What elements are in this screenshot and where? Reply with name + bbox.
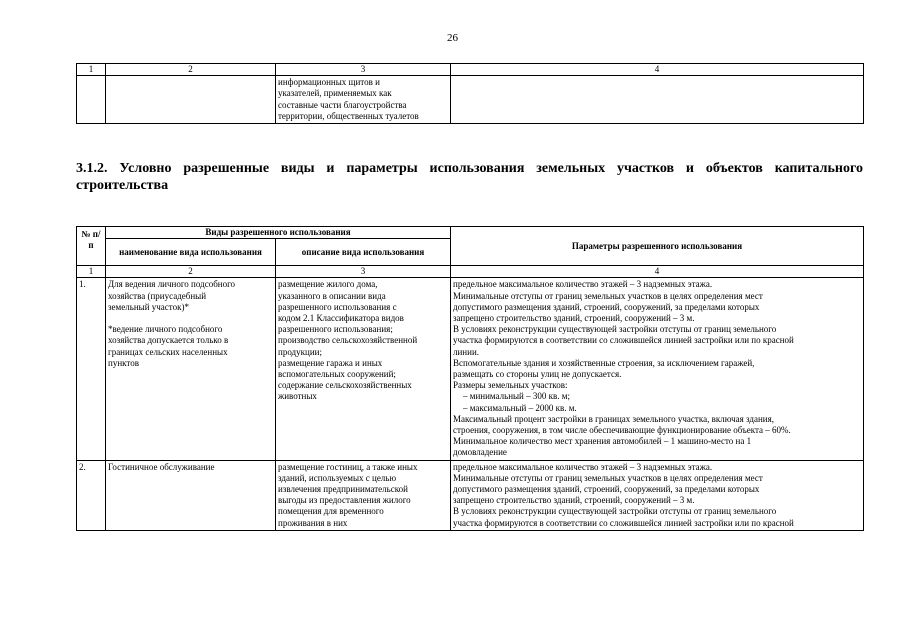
header-name: наименование вида использования <box>106 239 276 266</box>
desc-line: составные части благоустройства <box>278 99 407 110</box>
section-title: Условно разрешенные виды и параметры использования земельных участков и объектов капитального строительства <box>76 161 863 193</box>
param-line: предельное максимальное количество этажей – 3 надземных этажа. <box>453 461 713 472</box>
param-line: В условиях реконструкции существующей застройки отступы от границ земельного <box>453 324 777 335</box>
name-line: хозяйства (приусадебный <box>108 290 207 301</box>
desc-line: размещение гостиниц, а также иных <box>278 461 418 472</box>
desc-line: извлечения предпринимательской <box>278 484 408 495</box>
table-row <box>77 76 864 124</box>
section-heading <box>76 160 863 194</box>
param-line: Минимальное количество мест хранения автомобилей – 1 машино-место на 1 <box>453 436 752 447</box>
param-line: допустимого размещения зданий, строений, сооружений, за пределами которых <box>453 301 760 312</box>
note-line: границах сельских населенных <box>108 346 228 357</box>
col-number-2: 2 <box>106 266 276 278</box>
desc-line: зданий, используемых с целью <box>278 472 397 483</box>
param-line: Размеры земельных участков: <box>453 380 568 391</box>
desc-line: вспомогательных сооружений; <box>278 369 396 380</box>
header-params: Параметры разрешенного использования <box>451 227 864 266</box>
param-line: Максимальный процент застройки в границах земельного участка, включая здания, <box>453 413 774 424</box>
desc-line: помещения для временного <box>278 506 384 517</box>
permitted-uses-table <box>76 226 864 531</box>
desc-line: территории, общественных туалетов <box>278 110 419 121</box>
desc-line: содержание сельскохозяйственных <box>278 380 412 391</box>
column-number-row <box>77 64 864 76</box>
param-line: домовладение <box>453 447 507 458</box>
desc-line: выгоды из предоставления жилого <box>278 495 411 506</box>
param-line: Минимальные отступы от границ земельных участков в целях определения мест <box>453 290 763 301</box>
param-line: участка формируются в соответствии со сложившейся линией застройки или по красной <box>453 335 794 346</box>
desc-line: информационных щитов и <box>278 77 380 88</box>
param-line: В условиях реконструкции существующей застройки отступы от границ земельного <box>453 506 777 517</box>
note-line: хозяйства допускается только в <box>108 335 229 346</box>
cell-name <box>106 460 276 530</box>
param-dash-line: – максимальный – 2000 кв. м. <box>463 402 577 413</box>
header-num: № п/п <box>77 227 106 266</box>
desc-line: проживания в них <box>278 517 348 528</box>
col-number-3: 3 <box>276 64 451 76</box>
desc-line: производство сельскохозяйственной <box>278 335 418 346</box>
cell-name <box>106 278 276 460</box>
note-line: *ведение личного подсобного <box>108 324 223 335</box>
name-line: земельный участок)* <box>108 301 189 312</box>
col-number-4: 4 <box>451 266 864 278</box>
param-dash-line: – минимальный – 300 кв. м; <box>463 391 570 402</box>
cell-num: 2. <box>77 460 106 530</box>
cell-name <box>106 76 276 124</box>
column-number-row <box>77 266 864 278</box>
param-line: строения, сооружения, в том числе обеспечивающие функционирование объекта – 60%. <box>453 425 791 436</box>
desc-line: продукции; <box>278 346 322 357</box>
desc-line: размещение гаража и иных <box>278 357 383 368</box>
cell-params <box>451 460 864 530</box>
param-line: предельное максимальное количество этажей – 3 надземных этажа. <box>453 279 713 290</box>
spacer <box>108 313 273 324</box>
cell-desc <box>276 460 451 530</box>
param-line: Вспомогательные здания и хозяйственные строения, за исключением гаражей, <box>453 357 755 368</box>
header-row <box>77 227 864 239</box>
col-number-1: 1 <box>77 266 106 278</box>
cell-params <box>451 76 864 124</box>
section-number: 3.1.2. <box>76 161 108 176</box>
desc-line: размещение жилого дома, <box>278 279 378 290</box>
header-desc: описание вида использования <box>276 239 451 266</box>
cell-params <box>451 278 864 460</box>
table-row <box>77 460 864 530</box>
desc-line: животных <box>278 391 317 402</box>
table-row <box>77 278 864 460</box>
param-line: Минимальные отступы от границ земельных участков в целях определения мест <box>453 472 763 483</box>
param-line: запрещено строительство зданий, строений, сооружений – 3 м. <box>453 495 695 506</box>
cell-num <box>77 76 106 124</box>
cell-desc <box>276 76 451 124</box>
desc-line: указанного в описании вида <box>278 290 386 301</box>
name-line: Для ведения личного подсобного <box>108 279 236 290</box>
param-line: размещать со стороны улиц не допускается. <box>453 369 622 380</box>
col-number-2: 2 <box>106 64 276 76</box>
continuation-table <box>76 63 864 124</box>
col-number-4: 4 <box>451 64 864 76</box>
cell-num: 1. <box>77 278 106 460</box>
header-group: Виды разрешенного использования <box>106 227 451 239</box>
col-number-1: 1 <box>77 64 106 76</box>
param-line: запрещено строительство зданий, строений, сооружений – 3 м. <box>453 313 695 324</box>
param-line: линии. <box>453 346 480 357</box>
desc-line: разрешенного использования с <box>278 301 397 312</box>
param-line: допустимого размещения зданий, строений, сооружений, за пределами которых <box>453 484 760 495</box>
desc-line: указателей, применяемых как <box>278 88 392 99</box>
cell-desc <box>276 278 451 460</box>
desc-line: кодом 2.1 Классификатора видов <box>278 313 404 324</box>
param-line: участка формируются в соответствии со сложившейся линией застройки или по красной <box>453 517 794 528</box>
desc-line: разрешенного использования; <box>278 324 393 335</box>
name-line: Гостиничное обслуживание <box>108 461 215 472</box>
note-line: пунктов <box>108 357 139 368</box>
page-number: 26 <box>447 32 458 44</box>
col-number-3: 3 <box>276 266 451 278</box>
